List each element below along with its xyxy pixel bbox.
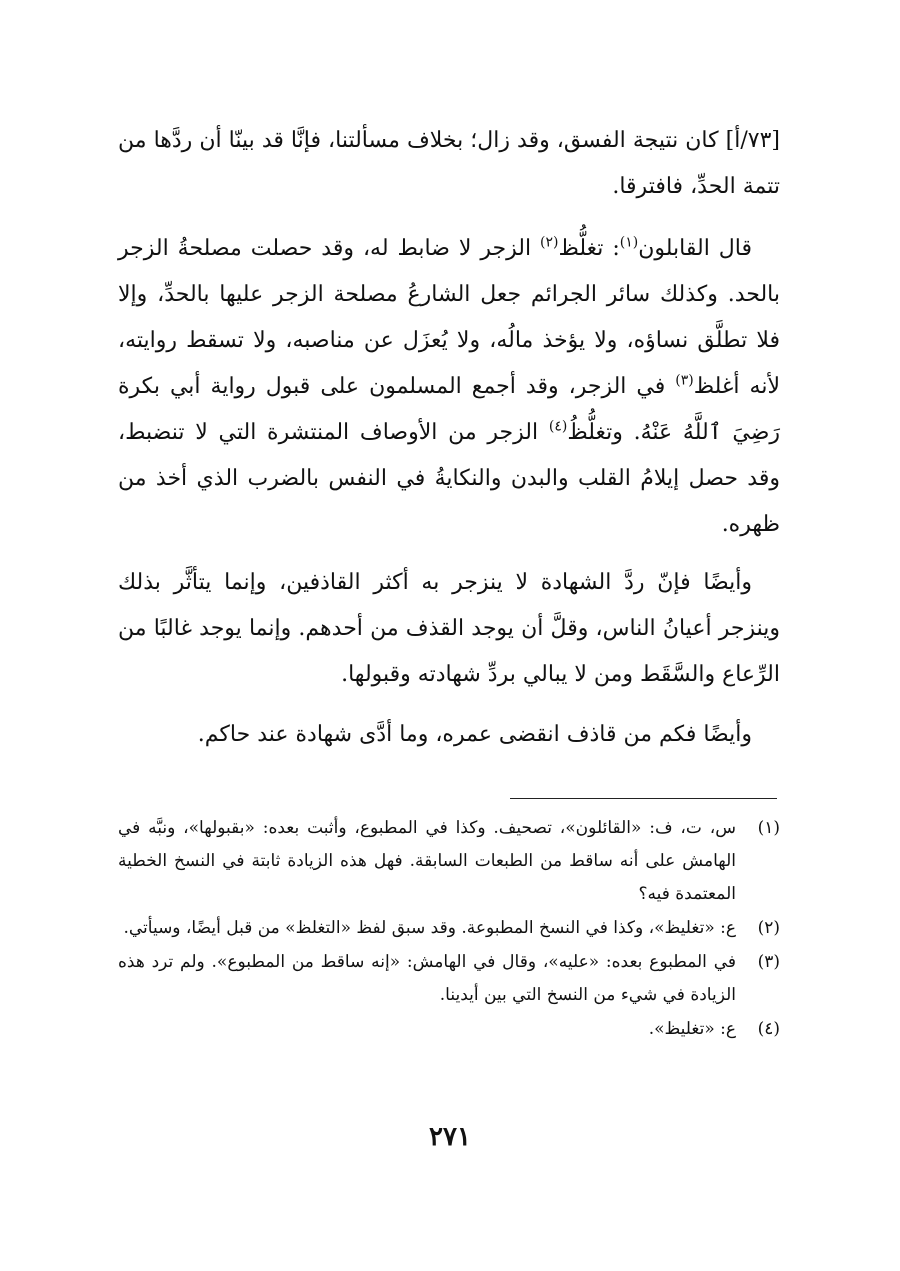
footnote-3	[118, 946, 780, 1012]
paragraph-2-text: : تغلُّظ	[558, 236, 620, 261]
footnote-1	[118, 812, 780, 911]
paragraph-2-text: الزجر من الأوصاف المنتشرة التي لا تنضبط، وقد حصل إيلامُ القلب والبدن والنكايةُ في النفس بالضرب الذي أخذ من ظهره.	[118, 420, 780, 537]
paragraph-2-text: في الزجر، وقد أجمع المسلمون على قبول رواية أبي بكرة رَضِيَ ٱللَّهُ عَنْهُ. وتغلُّظُ	[118, 374, 780, 445]
footnotes	[118, 812, 780, 1047]
footnote-number: (٣)	[757, 952, 780, 972]
paragraph-4: وأيضًا فكم من قاذف انقضى عمره، وما أدَّى شهادة عند حاكم.	[197, 722, 752, 747]
footnote-ref-4: (٤)	[548, 418, 568, 435]
paragraph-1: [٧٣/أ] كان نتيجة الفسق، وقد زال؛ بخلاف مسألتنا، فإنَّا قد بينّا أن ردَّها من تتمة الحدِّ، فافترقا.	[118, 128, 780, 199]
footnote-text: ع: «تغليظ»، وكذا في النسخ المطبوعة. وقد سبق لفظ «التغلظ» من قبل أيضًا، وسيأتي.	[123, 918, 736, 938]
paragraph-3: وأيضًا فإنّ ردَّ الشهادة لا ينزجر به أكثر القاذفين، وإنما يتأثَّر بذلك وينزجر أعيانُ الناس، وقلَّ أن يوجد القذف من أحدهم. وإنما يوجد غالبًا من الرِّعاع والسَّقَط ومن لا يبالي بردِّ شهادته وقبولها.	[118, 570, 780, 687]
footnote-ref-1: (١)	[619, 234, 639, 251]
footnote-4	[118, 1013, 780, 1046]
footnote-number: (٢)	[757, 918, 780, 938]
paragraph-2	[118, 226, 780, 548]
footnote-ref-3: (٣)	[675, 372, 694, 389]
paragraph-2-text: الزجر لا ضابط له، وقد حصلت مصلحةُ الزجر بالحد. وكذلك سائر الجرائم جعل الشارعُ مصلحة الزجر عليها بالحدِّ، وإلا فلا تطلَّق نساؤه، ولا يؤخذ مالُه، ولا يُعزَل عن مناصبه، ولا تسقط روايته، لأنه أغلظ	[118, 236, 780, 399]
footnote-text: س، ت، ف: «القائلون»، تصحيف. وكذا في المطبوع، وأثبت بعده: «بقبولها»، ونبَّه في الهامش على أنه ساقط من الطبعات السابقة. فهل هذه الزيادة ثابتة في النسخ الخطية المعتمدة فيه؟	[118, 818, 736, 904]
footnote-text: ع: «تغليظ».	[648, 1019, 736, 1039]
page-number: ٢٧١	[429, 1122, 471, 1152]
footnote-2	[118, 912, 780, 945]
footnote-number: (١)	[757, 818, 780, 838]
footnote-divider	[510, 798, 777, 799]
footnote-text: في المطبوع بعده: «عليه»، وقال في الهامش: «إنه ساقط من المطبوع». ولم ترد هذه الزيادة في شيء من النسخ التي بين أيدينا.	[118, 952, 736, 1005]
footnote-ref-2: (٢)	[540, 234, 559, 251]
paragraph-2-text: قال القابلون	[638, 236, 752, 261]
footnote-number: (٤)	[757, 1019, 780, 1039]
